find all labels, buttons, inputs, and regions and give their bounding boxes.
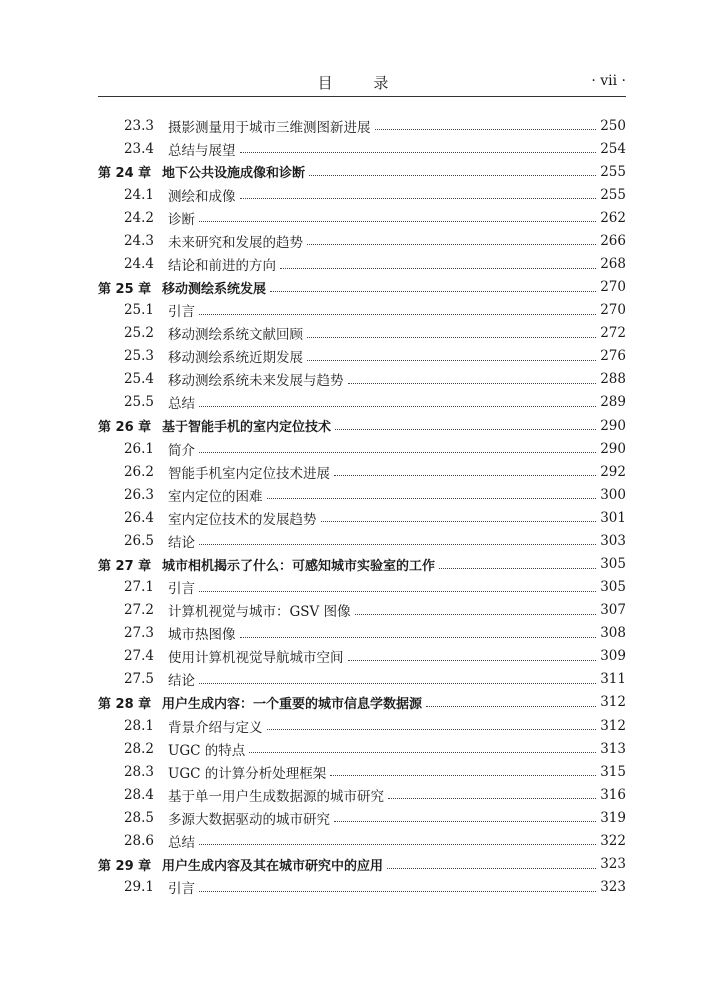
toc-entry-number: 26.3	[123, 486, 154, 503]
toc-entry-title: 结论	[168, 673, 195, 690]
toc-entry-number: 28.1	[123, 717, 154, 734]
toc-leader-dots	[280, 268, 596, 269]
toc-chapter-entry[interactable]	[98, 414, 626, 437]
toc-section-entry[interactable]	[98, 506, 626, 529]
toc-section-entry[interactable]	[98, 345, 626, 368]
toc-entry-page: 312	[600, 717, 626, 734]
toc-leader-dots	[199, 406, 596, 407]
toc-leader-dots	[388, 798, 596, 799]
toc-entry-page: 290	[600, 417, 626, 434]
toc-entry-title: 计算机视觉与城市：GSV 图像	[168, 604, 351, 621]
toc-section-entry[interactable]	[98, 829, 626, 852]
toc-entry-page: 262	[600, 209, 626, 226]
toc-entry-page: 309	[600, 648, 626, 665]
toc-entry-page: 255	[600, 163, 626, 180]
toc-leader-dots	[426, 706, 596, 707]
toc-entry-title: 总结	[168, 834, 195, 851]
toc-leader-dots	[240, 152, 597, 153]
toc-entry-page: 290	[600, 440, 626, 457]
toc-leader-dots	[439, 568, 596, 569]
toc-leader-dots	[199, 314, 596, 315]
toc-entry-title: 室内定位的困难	[168, 488, 263, 505]
toc-section-entry[interactable]	[98, 806, 626, 829]
table-of-contents	[98, 114, 626, 899]
toc-section-entry[interactable]	[98, 783, 626, 806]
toc-entry-number: 23.3	[123, 117, 154, 134]
toc-entry-number: 26.2	[123, 463, 154, 480]
toc-entry-page: 300	[600, 486, 626, 503]
toc-entry-number: 27.3	[123, 625, 154, 642]
toc-entry-number: 27.1	[123, 579, 154, 596]
toc-leader-dots	[387, 868, 596, 869]
toc-entry-title: 移动测绘系统未来发展与趋势	[168, 373, 344, 390]
toc-leader-dots	[307, 337, 596, 338]
toc-leader-dots	[199, 591, 596, 592]
toc-entry-number: 26.4	[123, 509, 154, 526]
toc-leader-dots	[270, 291, 596, 292]
toc-entry-page: 276	[600, 348, 626, 365]
toc-entry-title: 使用计算机视觉导航城市空间	[168, 650, 344, 667]
toc-section-entry[interactable]	[98, 737, 626, 760]
toc-entry-page: 315	[600, 763, 626, 780]
toc-section-entry[interactable]	[98, 114, 626, 137]
toc-section-entry[interactable]	[98, 622, 626, 645]
toc-leader-dots	[199, 452, 596, 453]
toc-entry-title: 用户生成内容：一个重要的城市信息学数据源	[162, 696, 423, 712]
toc-section-entry[interactable]	[98, 483, 626, 506]
toc-entry-page: 272	[600, 325, 626, 342]
toc-entry-title: 移动测绘系统文献回顾	[168, 327, 303, 344]
toc-entry-page: 301	[600, 509, 626, 526]
toc-leader-dots	[335, 429, 596, 430]
toc-entry-title: 移动测绘系统近期发展	[168, 350, 303, 367]
toc-leader-dots	[321, 521, 597, 522]
toc-chapter-entry[interactable]	[98, 853, 626, 876]
toc-entry-title: 引言	[168, 304, 195, 321]
toc-section-entry[interactable]	[98, 391, 626, 414]
toc-entry-page: 322	[600, 832, 626, 849]
toc-leader-dots	[334, 821, 596, 822]
toc-leader-dots	[199, 891, 596, 892]
toc-leader-dots	[307, 244, 596, 245]
toc-entry-title: 基于单一用户生成数据源的城市研究	[168, 788, 384, 805]
toc-leader-dots	[330, 775, 596, 776]
toc-entry-number: 28.3	[123, 763, 154, 780]
toc-entry-title: 室内定位技术的发展趋势	[168, 511, 317, 528]
toc-section-entry[interactable]	[98, 876, 626, 899]
toc-entry-page: 255	[600, 186, 626, 203]
toc-entry-title: 多源大数据驱动的城市研究	[168, 811, 330, 828]
toc-entry-page: 311	[600, 671, 626, 688]
toc-entry-page: 303	[600, 532, 626, 549]
toc-entry-title: 未来研究和发展的趋势	[168, 234, 303, 251]
toc-entry-title: 引言	[168, 581, 195, 598]
toc-entry-page: 270	[600, 302, 626, 319]
toc-section-entry[interactable]	[98, 714, 626, 737]
toc-entry-page: 316	[600, 786, 626, 803]
toc-section-entry[interactable]	[98, 668, 626, 691]
toc-entry-number: 25.3	[123, 348, 154, 365]
toc-section-entry[interactable]	[98, 206, 626, 229]
toc-entry-title: 总结与展望	[168, 142, 236, 159]
toc-leader-dots	[309, 175, 596, 176]
toc-leader-dots	[240, 198, 597, 199]
toc-entry-title: 基于智能手机的室内定位技术	[162, 420, 332, 436]
toc-entry-title: 摄影测量用于城市三维测图新进展	[168, 119, 371, 136]
toc-leader-dots	[267, 498, 597, 499]
toc-leader-dots	[307, 360, 596, 361]
toc-entry-number: 第 26 章	[98, 420, 152, 436]
toc-entry-title: UGC 的特点	[168, 742, 246, 759]
toc-entry-page: 307	[600, 602, 626, 619]
toc-entry-title: 简介	[168, 442, 195, 459]
toc-leader-dots	[199, 544, 596, 545]
toc-chapter-entry[interactable]	[98, 276, 626, 299]
toc-section-entry[interactable]	[98, 252, 626, 275]
toc-leader-dots	[267, 729, 597, 730]
toc-entry-page: 292	[600, 463, 626, 480]
toc-entry-page: 312	[600, 694, 626, 711]
header-title: 目 录	[317, 74, 407, 92]
toc-entry-number: 第 25 章	[98, 281, 152, 297]
toc-entry-title: 背景介绍与定义	[168, 719, 263, 736]
toc-entry-number: 27.4	[123, 648, 154, 665]
toc-chapter-entry[interactable]	[98, 552, 626, 575]
toc-entry-number: 24.2	[123, 209, 154, 226]
toc-leader-dots	[199, 844, 596, 845]
toc-leader-dots	[199, 683, 596, 684]
toc-entry-page: 289	[600, 394, 626, 411]
toc-section-entry[interactable]	[98, 368, 626, 391]
page-header	[98, 66, 626, 97]
toc-leader-dots	[334, 475, 596, 476]
toc-entry-title: 城市相机揭示了什么：可感知城市实验室的工作	[162, 558, 436, 574]
toc-chapter-entry[interactable]	[98, 691, 626, 714]
toc-entry-title: 结论	[168, 534, 195, 551]
toc-entry-title: 测绘和成像	[168, 188, 236, 205]
toc-section-entry[interactable]	[98, 599, 626, 622]
toc-entry-number: 24.1	[123, 186, 154, 203]
toc-entry-number: 第 27 章	[98, 558, 152, 574]
toc-leader-dots	[240, 637, 597, 638]
toc-section-entry[interactable]	[98, 437, 626, 460]
toc-entry-title: 移动测绘系统发展	[162, 281, 267, 297]
toc-entry-number: 27.5	[123, 671, 154, 688]
toc-section-entry[interactable]	[98, 529, 626, 552]
toc-entry-page: 266	[600, 232, 626, 249]
toc-entry-title: UGC 的计算分析处理框架	[168, 765, 327, 782]
toc-entry-page: 305	[600, 579, 626, 596]
toc-entry-number: 28.5	[123, 809, 154, 826]
toc-section-entry[interactable]	[98, 645, 626, 668]
toc-entry-page: 268	[600, 256, 626, 272]
toc-entry-title: 总结	[168, 396, 195, 413]
toc-section-entry[interactable]	[98, 460, 626, 483]
toc-section-entry[interactable]	[98, 576, 626, 599]
toc-leader-dots	[355, 614, 597, 615]
toc-entry-title: 智能手机室内定位技术进展	[168, 465, 330, 482]
toc-section-entry[interactable]	[98, 183, 626, 206]
toc-section-entry[interactable]	[98, 299, 626, 322]
toc-entry-number: 28.6	[123, 832, 154, 849]
toc-leader-dots	[348, 660, 597, 661]
toc-entry-number: 28.4	[123, 786, 154, 803]
toc-entry-title: 城市热图像	[168, 627, 236, 644]
toc-entry-page: 254	[600, 140, 626, 157]
toc-entry-title: 引言	[168, 881, 195, 898]
toc-leader-dots	[199, 221, 596, 222]
toc-entry-title: 地下公共设施成像和诊断	[162, 166, 306, 182]
toc-leader-dots	[348, 383, 597, 384]
toc-section-entry[interactable]	[98, 229, 626, 252]
toc-entry-number: 第 28 章	[98, 696, 152, 712]
toc-entry-page: 313	[600, 740, 626, 757]
toc-entry-number: 25.2	[123, 325, 154, 342]
header-page-number: · vii ·	[591, 73, 626, 89]
toc-entry-page: 319	[600, 809, 626, 826]
toc-entry-page: 305	[600, 556, 626, 573]
toc-entry-number: 27.2	[123, 602, 154, 619]
toc-section-entry[interactable]	[98, 322, 626, 345]
toc-entry-number: 29.1	[123, 879, 154, 896]
toc-entry-number: 26.5	[123, 532, 154, 549]
toc-entry-number: 28.2	[123, 740, 154, 757]
toc-chapter-entry[interactable]	[98, 160, 626, 183]
toc-entry-number: 23.4	[123, 140, 154, 157]
toc-entry-page: 323	[600, 879, 626, 896]
toc-entry-number: 第 29 章	[98, 858, 152, 874]
toc-entry-page: 288	[600, 371, 626, 388]
toc-entry-number: 26.1	[123, 440, 154, 457]
toc-section-entry[interactable]	[98, 760, 626, 783]
toc-leader-dots	[249, 752, 596, 753]
toc-entry-title: 诊断	[168, 211, 195, 228]
toc-entry-page: 250	[600, 117, 626, 134]
toc-entry-number: 25.4	[123, 371, 154, 388]
toc-entry-page: 308	[600, 625, 626, 642]
toc-entry-page: 323	[600, 856, 626, 873]
toc-entry-title: 用户生成内容及其在城市研究中的应用	[162, 858, 384, 874]
toc-entry-number: 24.3	[123, 232, 154, 249]
toc-entry-number: 第 24 章	[98, 166, 152, 182]
toc-entry-title: 结论和前进的方向	[168, 258, 276, 274]
toc-entry-page: 270	[600, 279, 626, 296]
toc-entry-number: 24.4	[123, 256, 154, 272]
toc-leader-dots	[375, 129, 597, 130]
toc-entry-number: 25.1	[123, 302, 154, 319]
toc-section-entry[interactable]	[98, 137, 626, 160]
toc-entry-number: 25.5	[123, 394, 154, 411]
